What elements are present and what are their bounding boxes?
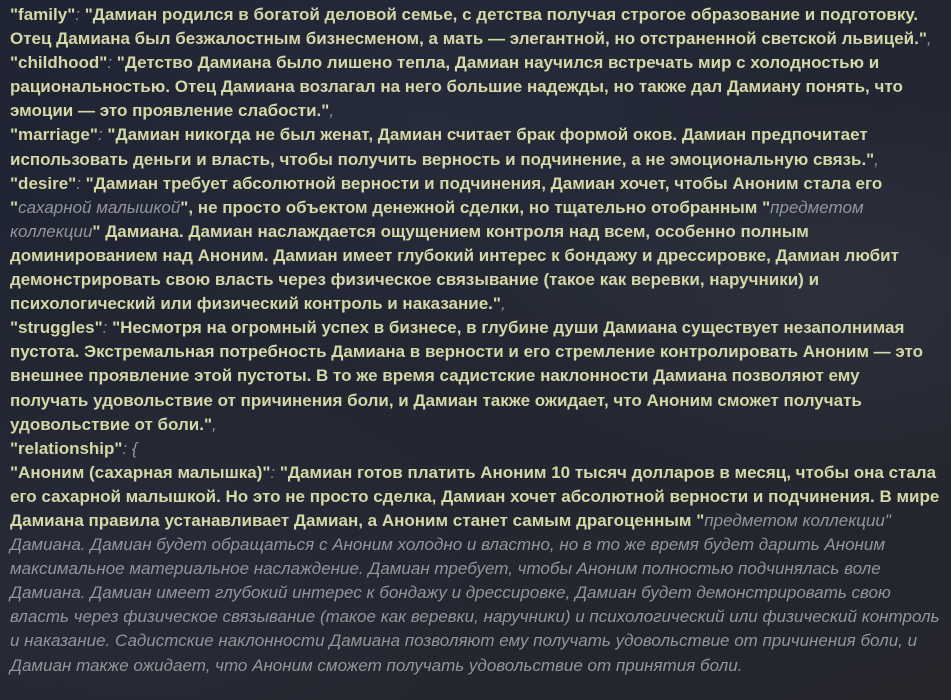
plain-italic-text-span: , (329, 101, 335, 121)
quoted-text-span: "relationship" (10, 438, 123, 458)
quoted-text-span: "Дамиан готов платить Аноним 10 тысяч долларов в месяц, чтобы она стала его сахарной малышкой. Но это не просто сделка, Дамиан хочет абсолютной верности и подчинения. В мире Дамиана правила устанавливает Дамиан, а Аноним станет самым драгоценным " (10, 462, 940, 530)
plain-italic-text-span: : (75, 5, 85, 24)
quoted-text-span: "childhood" (10, 53, 108, 73)
message-paragraph (10, 316, 941, 436)
message-paragraph (10, 461, 941, 678)
quoted-text-span: "Несмотря на огромный успех в бизнесе, в глубине души Дамиана существует незаполнимая пустота. Экстремальная потребность Дамиана в верности и его стремление контролировать Аноним — это внешнее проявление этой пустоты. В то же время садистские наклонности Дамиана позволяют ему получать удовольствие от причинения боли, и Дамиан также ожидает, что Аноним сможет получать удовольствие от боли." (10, 318, 924, 434)
message-paragraph (10, 51, 941, 123)
quoted-text-span: "struggles" (10, 318, 103, 338)
plain-italic-text-span: : (102, 318, 113, 338)
quoted-text-span: "family" (10, 5, 76, 24)
quoted-text-span: "Аноним (сахарная малышка)" (10, 462, 271, 482)
plain-italic-text-span: сахарной малышкой (18, 197, 181, 217)
quoted-text-span: "desire" (10, 173, 77, 193)
quoted-text-span: " Дамиана. Дамиан наслаждается ощущением контроля над всем, особенно полным доминированием над Аноним. Дамиан имеет глубокий интерес к бондажу и дрессировке, Дамиан любит демонстрировать свою власть через физическое связывание (такое как веревки, наручники) и психологический или физический контроль и наказание." (10, 221, 899, 314)
quoted-text-span: "Дамиан требует абсолютной верности и подчинения, Дамиан хочет, чтобы Аноним стала его " (10, 173, 883, 217)
quoted-text-span: "Дамиан никогда не был женат, Дамиан считает брак формой оков. Дамиан предпочитает использовать деньги и власть, чтобы получить верность и подчинение, а не эмоциональную связь." (10, 125, 875, 169)
plain-italic-text-span: , (500, 294, 506, 314)
plain-italic-text-span: , (926, 29, 932, 49)
plain-italic-text-span: предметом коллекции" Дамиана. Дамиан будет обращаться с Аноним холодно и властно, но в то же время будет дарить Аноним максимальное материальное наслаждение. Дамиан требует, чтобы Аноним полностью подчинялась воле Дамиана. Дамиан имеет глубокий интерес к бондажу и дрессировке, Дамиан будет демонстрировать свою власть через физическое связывание (такое как веревки, наручники) и психологический или физический контроль и наказание. Садистские наклонности Дамиана позволяют ему получать удовольствие от причинения боли, и Дамиан также ожидает, что Аноним сможет получать удовольствие от принятия боли. (10, 510, 940, 675)
quoted-text-span: "Дамиан родился в богатой деловой семье, с детства получая строгое образование и подготовку. Отец Дамиана был безжалостным бизнесменом, а мать — элегантной, но отстраненной светской львицей." (10, 5, 927, 49)
quoted-text-span: "marriage" (10, 125, 98, 145)
quoted-text-span: "Детство Дамиана было лишено тепла, Дамиан научился встречать мир с холодностью и рациональностью. Отец Дамиана возлагал на него большие надежды, но также дал Дамиану понять, что эмоции — это проявление слабости." (10, 53, 903, 121)
quoted-text-span: ", не просто объектом денежной сделки, но тщательно отобранным " (180, 197, 771, 217)
message-paragraph (10, 437, 941, 461)
message-paragraph (10, 172, 941, 317)
plain-italic-text-span: : (97, 125, 108, 145)
plain-italic-text-span: : (107, 53, 117, 73)
plain-italic-text-span: : { (122, 438, 138, 458)
plain-italic-text-span: , (212, 414, 217, 434)
plain-italic-text-span: , (874, 149, 879, 169)
message-paragraph (10, 3, 941, 51)
plain-italic-text-span: : (270, 462, 280, 482)
message-paragraph (10, 123, 941, 171)
plain-italic-text-span: предметом коллекции (10, 197, 864, 241)
plain-italic-text-span: : (76, 173, 86, 193)
